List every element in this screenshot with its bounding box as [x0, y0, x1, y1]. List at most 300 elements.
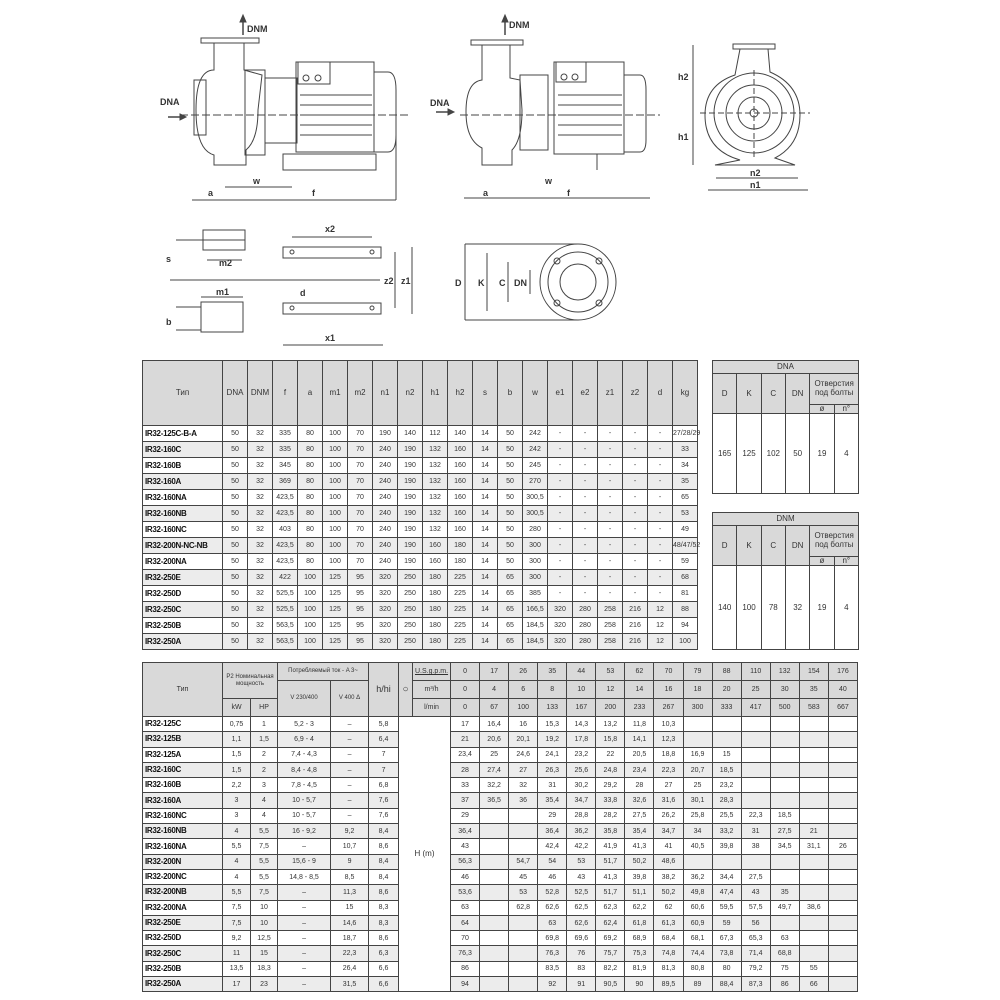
head-value	[799, 915, 828, 930]
perf-col-hp: HP	[251, 699, 278, 717]
cell-m1: 125	[323, 586, 348, 602]
cell-w: 300	[523, 538, 548, 554]
head-value	[828, 778, 857, 793]
head-value: 24,6	[509, 747, 538, 762]
head-value: 32,2	[480, 778, 509, 793]
cell-h1: 132	[423, 474, 448, 490]
cell-z2: -	[623, 442, 648, 458]
head-value: 60,6	[683, 900, 712, 915]
cell-n1: 320	[373, 586, 398, 602]
cell-b: 50	[498, 474, 523, 490]
head-value	[828, 854, 857, 869]
cell-h2: 160	[448, 458, 473, 474]
unit-usgpm: U.S.g.p.m.	[413, 663, 451, 681]
current-400-delta: 11,3	[331, 885, 369, 900]
cell-h2: 225	[448, 586, 473, 602]
power-kw: 4	[223, 824, 251, 839]
cell-w: 300	[523, 570, 548, 586]
cell-z2: -	[623, 458, 648, 474]
pump-type: IR32-250D	[143, 931, 223, 946]
cell-w: 184,5	[523, 618, 548, 634]
power-kw: 5,5	[223, 885, 251, 900]
cell-m2: 70	[348, 506, 373, 522]
head-value: 42,4	[538, 839, 567, 854]
flow-m3h-value: 40	[828, 681, 857, 699]
head-value: 81,9	[625, 961, 654, 976]
cell-n1: 240	[373, 474, 398, 490]
cell-a: 100	[298, 602, 323, 618]
cell-z1: -	[598, 586, 623, 602]
dims-col-a: a	[298, 361, 323, 426]
dnm-col-C: C	[761, 526, 785, 566]
dnm-hole-diameter-value: 19	[810, 566, 834, 650]
cell-b: 50	[498, 538, 523, 554]
cell-s: 14	[473, 490, 498, 506]
dims-col-e2: e2	[573, 361, 598, 426]
head-label: H (m)	[399, 717, 451, 992]
head-value: 83,5	[538, 961, 567, 976]
current-400-delta: 8,5	[331, 869, 369, 884]
cell-z1: -	[598, 506, 623, 522]
head-value: 62,6	[567, 915, 596, 930]
head-value: 11,8	[625, 717, 654, 732]
dims-col-type: Тип	[143, 361, 223, 426]
flow-usgpm-value: 35	[538, 663, 567, 681]
head-value	[828, 762, 857, 777]
perf-col-current: Потребляемый ток - A 3~	[278, 663, 369, 681]
current-400-delta: 15	[331, 900, 369, 915]
head-value: 70	[451, 931, 480, 946]
head-value: 50,2	[654, 885, 683, 900]
cell-d: 12	[648, 618, 673, 634]
cell-d: -	[648, 458, 673, 474]
pump-type: IR32-125C	[143, 717, 223, 732]
power-hp: 23	[251, 977, 278, 992]
cell-m1: 125	[323, 618, 348, 634]
dna-hole-count: n°	[834, 405, 858, 414]
pump-type: IR32-125A	[143, 747, 223, 762]
cell-e2: 280	[573, 634, 598, 650]
cell-dna: 50	[223, 570, 248, 586]
cell-n2: 250	[398, 586, 423, 602]
cell-z2: -	[623, 474, 648, 490]
cell-z2: -	[623, 506, 648, 522]
power-kw: 4	[223, 869, 251, 884]
head-value	[770, 793, 799, 808]
head-value: 62	[654, 900, 683, 915]
head-value: 80,8	[683, 961, 712, 976]
head-value	[799, 808, 828, 823]
head-value: 50,2	[625, 854, 654, 869]
cell-h1: 160	[423, 554, 448, 570]
pump-type: IR32-200N-NC-NB	[143, 538, 223, 554]
dnm-hole-diameter: ø	[810, 557, 834, 566]
head-value	[480, 946, 509, 961]
head-value: 76,3	[538, 946, 567, 961]
perf-col-p2: P2 Номинальная мощность	[223, 663, 278, 699]
head-value: 28	[625, 778, 654, 793]
cell-m2: 95	[348, 602, 373, 618]
efficiency: 8,4	[369, 869, 399, 884]
cell-z2: -	[623, 490, 648, 506]
head-value	[799, 854, 828, 869]
head-value: 41,3	[596, 869, 625, 884]
efficiency: 8,4	[369, 824, 399, 839]
pump-type: IR32-250E	[143, 915, 223, 930]
current-400-delta: 9	[331, 854, 369, 869]
cell-d: -	[648, 538, 673, 554]
head-value: 94	[451, 977, 480, 992]
power-kw: 2,2	[223, 778, 251, 793]
head-value: 18,8	[654, 747, 683, 762]
cell-a: 80	[298, 442, 323, 458]
z2-label: z2	[384, 276, 394, 286]
current-400-delta: –	[331, 793, 369, 808]
cell-e1: -	[548, 490, 573, 506]
cell-f: 525,5	[273, 602, 298, 618]
head-value: 82,2	[596, 961, 625, 976]
cell-n1: 320	[373, 618, 398, 634]
current-230-400: –	[278, 946, 331, 961]
head-value: 54,7	[509, 854, 538, 869]
cell-e1: -	[548, 458, 573, 474]
head-value: 56,3	[451, 854, 480, 869]
head-value: 23,2	[567, 747, 596, 762]
head-value: 36,4	[451, 824, 480, 839]
cell-b: 50	[498, 522, 523, 538]
cell-z2: -	[623, 554, 648, 570]
pump-type: IR32-200NB	[143, 885, 223, 900]
head-value	[741, 747, 770, 762]
cell-f: 335	[273, 426, 298, 442]
head-value: 43	[567, 869, 596, 884]
cell-f: 423,5	[273, 538, 298, 554]
cell-e2: 280	[573, 602, 598, 618]
head-value: 29	[451, 808, 480, 823]
cell-m1: 125	[323, 570, 348, 586]
cell-z1: 258	[598, 618, 623, 634]
head-value: 61,3	[654, 915, 683, 930]
cell-kg: 33	[673, 442, 698, 458]
dims-col-s: s	[473, 361, 498, 426]
b-label: b	[166, 317, 172, 327]
table-row	[143, 474, 698, 490]
cell-z2: 216	[623, 618, 648, 634]
pump-type: IR32-200NA	[143, 554, 223, 570]
cell-dna: 50	[223, 522, 248, 538]
power-hp: 5,5	[251, 869, 278, 884]
flow-m3h-value: 6	[509, 681, 538, 699]
pump-type: IR32-250B	[143, 961, 223, 976]
cell-z1: -	[598, 554, 623, 570]
table-row	[143, 506, 698, 522]
pump-type: IR32-125C-B-A	[143, 426, 223, 442]
cell-z1: -	[598, 474, 623, 490]
head-value	[828, 885, 857, 900]
current-400-delta: 22,3	[331, 946, 369, 961]
cell-m1: 100	[323, 538, 348, 554]
flow-lmin-value: 667	[828, 699, 857, 717]
cell-m1: 125	[323, 634, 348, 650]
flow-usgpm-value: 53	[596, 663, 625, 681]
current-230-400: 7,8 - 4,5	[278, 778, 331, 793]
dims-col-d: d	[648, 361, 673, 426]
cell-f: 423,5	[273, 554, 298, 570]
head-value	[770, 854, 799, 869]
dna-title: DNA	[713, 361, 859, 374]
head-value: 59,5	[712, 900, 741, 915]
table-row	[143, 747, 858, 762]
power-hp: 15	[251, 946, 278, 961]
current-400-delta: –	[331, 732, 369, 747]
cell-kg: 94	[673, 618, 698, 634]
head-value: 63	[538, 915, 567, 930]
cell-h1: 112	[423, 426, 448, 442]
dims-col-w: w	[523, 361, 548, 426]
cell-n1: 240	[373, 554, 398, 570]
cell-h1: 132	[423, 522, 448, 538]
head-value: 30,2	[567, 778, 596, 793]
cell-h2: 225	[448, 634, 473, 650]
pump-type: IR32-250A	[143, 977, 223, 992]
head-value	[828, 747, 857, 762]
head-value: 62,2	[625, 900, 654, 915]
head-value: 31,1	[799, 839, 828, 854]
head-value: 25,5	[712, 808, 741, 823]
current-230-400: –	[278, 961, 331, 976]
unit-lmin: l/min	[413, 699, 451, 717]
power-hp: 2	[251, 762, 278, 777]
table-row	[143, 538, 698, 554]
cell-e2: -	[573, 426, 598, 442]
cell-b: 65	[498, 634, 523, 650]
efficiency: 6,4	[369, 732, 399, 747]
current-400-delta: 26,4	[331, 961, 369, 976]
cell-dnm: 32	[248, 538, 273, 554]
head-value: 36,4	[538, 824, 567, 839]
head-value: 17,8	[567, 732, 596, 747]
cell-b: 50	[498, 554, 523, 570]
cell-e1: -	[548, 570, 573, 586]
head-value	[799, 869, 828, 884]
cell-a: 80	[298, 522, 323, 538]
pump-type: IR32-160C	[143, 442, 223, 458]
head-value	[480, 977, 509, 992]
head-value: 92	[538, 977, 567, 992]
head-value: 27,4	[480, 762, 509, 777]
f-label-2: f	[567, 188, 570, 198]
n1-label: n1	[750, 180, 761, 190]
head-value: 36	[509, 793, 538, 808]
head-value	[799, 717, 828, 732]
power-hp: 7,5	[251, 839, 278, 854]
cell-n2: 190	[398, 458, 423, 474]
cell-d: -	[648, 522, 673, 538]
head-value	[509, 931, 538, 946]
table-row	[143, 762, 858, 777]
dims-col-h1: h1	[423, 361, 448, 426]
head-value	[799, 946, 828, 961]
dims-col-m2: m2	[348, 361, 373, 426]
w-label-2: w	[545, 176, 553, 186]
cell-h1: 132	[423, 506, 448, 522]
side-view-drawing	[168, 15, 410, 200]
head-value	[770, 747, 799, 762]
head-value: 63	[770, 931, 799, 946]
efficiency: 8,3	[369, 900, 399, 915]
head-value	[480, 839, 509, 854]
head-value	[509, 946, 538, 961]
cell-a: 100	[298, 586, 323, 602]
dnm-title: DNM	[713, 513, 859, 526]
cell-m1: 125	[323, 602, 348, 618]
head-value: 41,3	[625, 839, 654, 854]
head-value: 89,5	[654, 977, 683, 992]
dnm-label: DNM	[247, 24, 268, 34]
cell-kg: 59	[673, 554, 698, 570]
cell-w: 300	[523, 554, 548, 570]
cell-h2: 140	[448, 426, 473, 442]
head-value	[741, 762, 770, 777]
head-value: 39,8	[712, 839, 741, 854]
head-value: 51,7	[596, 854, 625, 869]
head-value: 57,5	[741, 900, 770, 915]
dims-col-n1: n1	[373, 361, 398, 426]
dims-col-f: f	[273, 361, 298, 426]
cell-s: 14	[473, 474, 498, 490]
cell-z2: 216	[623, 634, 648, 650]
cell-w: 300,5	[523, 490, 548, 506]
flow-usgpm-value: 17	[480, 663, 509, 681]
head-value: 80	[712, 961, 741, 976]
dnm-label-2: DNM	[509, 20, 530, 30]
head-value: 28	[451, 762, 480, 777]
cell-s: 14	[473, 586, 498, 602]
cell-dnm: 32	[248, 506, 273, 522]
cell-a: 80	[298, 538, 323, 554]
cell-e2: -	[573, 538, 598, 554]
dna-col-C: C	[761, 374, 785, 414]
cell-e1: -	[548, 538, 573, 554]
power-kw: 17	[223, 977, 251, 992]
dims-col-e1: e1	[548, 361, 573, 426]
cell-w: 270	[523, 474, 548, 490]
cell-e1: 320	[548, 618, 573, 634]
flow-usgpm-value: 88	[712, 663, 741, 681]
table-row	[143, 586, 698, 602]
current-400-delta: 10,7	[331, 839, 369, 854]
dnm-col-D: D	[713, 526, 737, 566]
flow-usgpm-value: 26	[509, 663, 538, 681]
cell-n2: 190	[398, 442, 423, 458]
table-row	[143, 522, 698, 538]
power-kw: 3	[223, 808, 251, 823]
head-value: 32,6	[625, 793, 654, 808]
head-value: 31,6	[654, 793, 683, 808]
cell-e1: -	[548, 426, 573, 442]
efficiency: 8,6	[369, 885, 399, 900]
head-value: 68,9	[625, 931, 654, 946]
dnm-hole-count: n°	[834, 557, 858, 566]
cell-f: 423,5	[273, 506, 298, 522]
a-label-2: a	[483, 188, 489, 198]
cell-b: 50	[498, 506, 523, 522]
performance-table	[142, 662, 858, 992]
cell-dnm: 32	[248, 458, 273, 474]
cell-h2: 160	[448, 522, 473, 538]
head-value	[683, 732, 712, 747]
head-value: 66	[799, 977, 828, 992]
pump-type: IR32-200NA	[143, 900, 223, 915]
flow-lmin-value: 300	[683, 699, 712, 717]
head-value: 86	[770, 977, 799, 992]
head-value: 22,3	[741, 808, 770, 823]
cell-f: 335	[273, 442, 298, 458]
efficiency: 8,6	[369, 931, 399, 946]
cell-a: 100	[298, 634, 323, 650]
cell-f: 563,5	[273, 634, 298, 650]
head-value	[799, 747, 828, 762]
head-value: 16,4	[480, 717, 509, 732]
head-value: 59	[712, 915, 741, 930]
perf-col-type: Тип	[143, 663, 223, 717]
power-hp: 5,5	[251, 824, 278, 839]
flow-lmin-value: 133	[538, 699, 567, 717]
cell-n2: 190	[398, 538, 423, 554]
head-value	[480, 931, 509, 946]
head-value: 49,7	[770, 900, 799, 915]
current-230-400: –	[278, 915, 331, 930]
head-value: 43	[741, 885, 770, 900]
pump-type: IR32-160NA	[143, 839, 223, 854]
table-row	[143, 442, 698, 458]
head-value: 68,1	[683, 931, 712, 946]
head-value	[828, 732, 857, 747]
head-value	[799, 762, 828, 777]
cell-b: 65	[498, 586, 523, 602]
cell-m2: 70	[348, 538, 373, 554]
dna-DN-value: 50	[785, 414, 809, 494]
cell-w: 385	[523, 586, 548, 602]
power-kw: 3	[223, 793, 251, 808]
perf-col-v230-400: V 230/400	[278, 681, 331, 717]
head-value	[828, 824, 857, 839]
head-value: 86	[451, 961, 480, 976]
power-kw: 1,1	[223, 732, 251, 747]
dna-label-2: DNA	[430, 98, 450, 108]
cell-e2: -	[573, 458, 598, 474]
power-kw: 13,5	[223, 961, 251, 976]
power-hp: 12,5	[251, 931, 278, 946]
cell-d: 12	[648, 602, 673, 618]
head-value: 18,5	[712, 762, 741, 777]
cell-d: 12	[648, 634, 673, 650]
cell-b: 65	[498, 570, 523, 586]
power-kw: 7,5	[223, 915, 251, 930]
flow-m3h-value: 12	[596, 681, 625, 699]
head-value: 51,7	[596, 885, 625, 900]
head-value: 23,2	[712, 778, 741, 793]
cell-h1: 180	[423, 586, 448, 602]
dims-col-dna: DNA	[223, 361, 248, 426]
current-230-400: 7,4 - 4,3	[278, 747, 331, 762]
dnm-hole-count-value: 4	[834, 566, 858, 650]
head-value	[828, 931, 857, 946]
head-value: 65,3	[741, 931, 770, 946]
table-row	[143, 634, 698, 650]
cell-s: 14	[473, 506, 498, 522]
head-value: 62,4	[596, 915, 625, 930]
